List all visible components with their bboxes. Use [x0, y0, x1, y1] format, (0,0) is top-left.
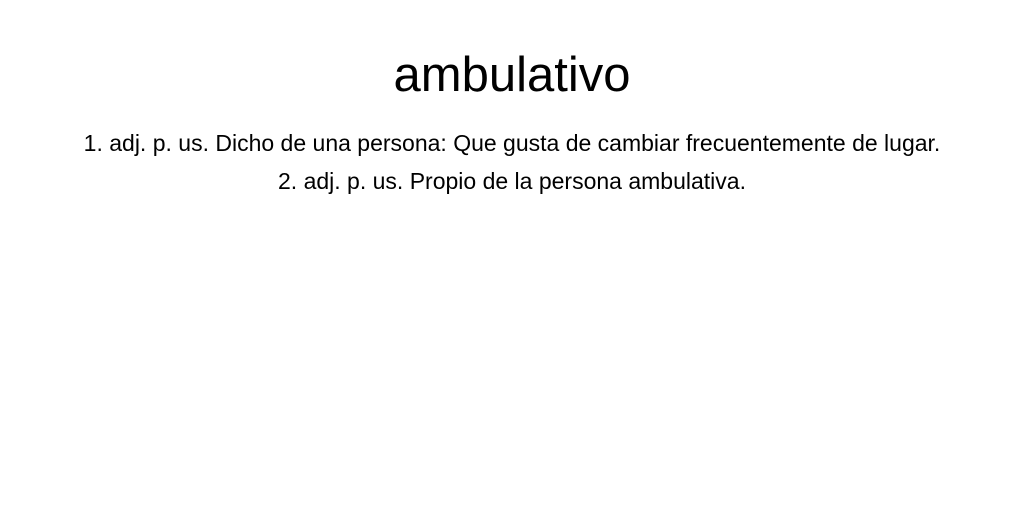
definition-2: 2. adj. p. us. Propio de la persona ambulativa. [278, 168, 746, 194]
definition-1: 1. adj. p. us. Dicho de una persona: Que gusta de cambiar frecuentemente de lugar. [83, 130, 941, 156]
headword: ambulativo [393, 48, 631, 102]
dictionary-entry [0, 0, 1024, 200]
definition-list [67, 124, 957, 200]
